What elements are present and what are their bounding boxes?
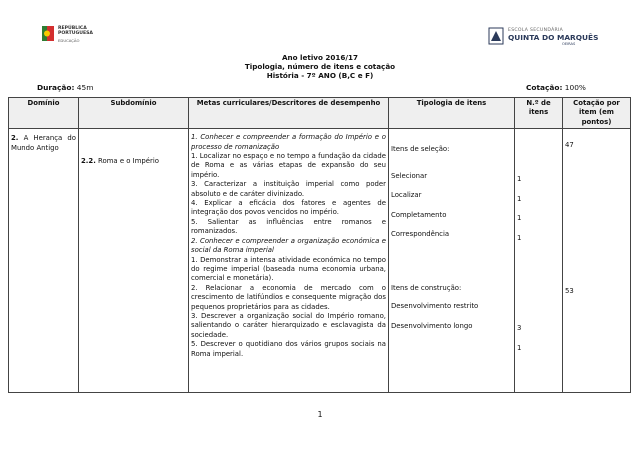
table-row [9,129,631,393]
logo-left-line3: EDUCAÇÃO [58,38,80,43]
num-itens-value: 1 [517,194,522,203]
cotacao-total [526,83,586,92]
meta-line: 4. Explicar a eficácia dos fatores e agentes de integração dos povos vencidos no império. [191,199,386,217]
school-emblem-icon [488,27,504,45]
col-header-dominio: Domínio [9,98,79,129]
metas-cell [189,129,389,393]
coat-of-arms-icon [42,26,54,41]
logo-left-line2: PORTUGUESA [58,31,93,37]
subdominio-text: Roma e o Império [98,157,160,166]
selecao-label: Itens de seleção: [391,145,450,154]
logo-left-line1: REPÚBLICA [58,26,87,31]
duration-label: Duração: [37,83,75,92]
col-header-subdominio: Subdomínio [79,98,189,129]
num-itens-value: 1 [517,343,522,352]
meta-line: 3. Descrever a organização social do Império romano, salientando o caráter hierarquizado e esclavagista da sociedade. [191,311,386,339]
cotacao-cell [563,129,631,393]
school-logo [488,27,598,49]
header-title: Tipologia, número de itens e cotação [244,62,396,71]
cotacao-construcao: 53 [565,286,574,295]
meta-objective-1: 1. Conhecer e compreender a formação do Império e o processo de romanização [191,133,386,151]
subdominio-cell [79,129,189,393]
header-school-year: Ano letivo 2016/17 [281,53,359,62]
tipologia-item: Desenvolvimento restrito [391,302,479,311]
construcao-label: Itens de construção: [391,283,462,292]
meta-line: 1. Demonstrar a intensa atividade económica no tempo do regime imperial (baseada numa economia urbana, comercial e monetária). [191,255,386,283]
num-itens-value: 3 [517,324,522,333]
tipologia-item: Desenvolvimento longo [391,321,473,330]
num-itens-cell [515,129,563,393]
cotacao-value: 100% [564,83,586,92]
page-number: 1 [317,410,323,419]
cotacao-selecao: 47 [565,141,574,150]
school-logo-line3: OEIRAS [562,42,576,46]
meta-line [191,133,386,152]
meta-line [191,237,386,256]
col-header-tipologia: Tipologia de itens [389,98,515,129]
col-header-num-itens: N.º de itens [515,98,563,129]
meta-line: 5. Salientar as influências entre romanos e romanizados. [191,217,386,236]
table-header-row [9,98,631,129]
meta-line: 1. Localizar no espaço e no tempo a fundação da cidade de Roma e as várias etapas de expansão do seu império. [191,152,386,179]
num-itens-value: 1 [517,214,522,223]
dominio-cell [9,129,79,393]
col-header-cotacao: Cotação por item (em pontos) [563,98,631,129]
dominio-num: 2. [11,134,19,143]
duration [37,83,93,92]
duration-value: 45m [76,83,94,92]
items-table [8,97,631,393]
tipologia-item: Completamento [391,210,447,219]
col-header-metas: Metas curriculares/Descritores de desempenho [189,98,389,129]
cotacao-label: Cotação: [526,83,563,92]
tipologia-item: Selecionar [391,171,428,180]
num-itens-value: 1 [517,233,522,242]
dominio-text: A Herança do Mundo Antigo [11,134,76,152]
school-logo-line1: ESCOLA SECUNDÁRIA [508,28,564,33]
meta-line: 5. Descrever o quotidiano dos vários grupos sociais na Roma imperial. [191,340,386,358]
meta-line: 3. Caracterizar a instituição imperial como poder absoluto e de caráter divinizado. [191,180,386,198]
meta-line: 2. Relacionar a economia de mercado com o crescimento de latifúndios e consequente migração dos pequenos proprietários para as cidades. [191,283,386,311]
tipologia-item: Correspondência [391,230,450,239]
header-subject: História - 7º ANO (B,C e F) [266,71,374,80]
republica-portuguesa-logo [42,24,122,48]
subdominio-num: 2.2. [81,157,96,166]
tipologia-item: Localizar [391,191,422,200]
meta-objective-2: 2. Conhecer e compreender a organização económica e social da Roma imperial [191,236,386,255]
tipologia-cell [389,129,515,393]
num-itens-value: 1 [517,175,522,184]
school-logo-line2: QUINTA DO MARQUÊS [508,33,599,42]
